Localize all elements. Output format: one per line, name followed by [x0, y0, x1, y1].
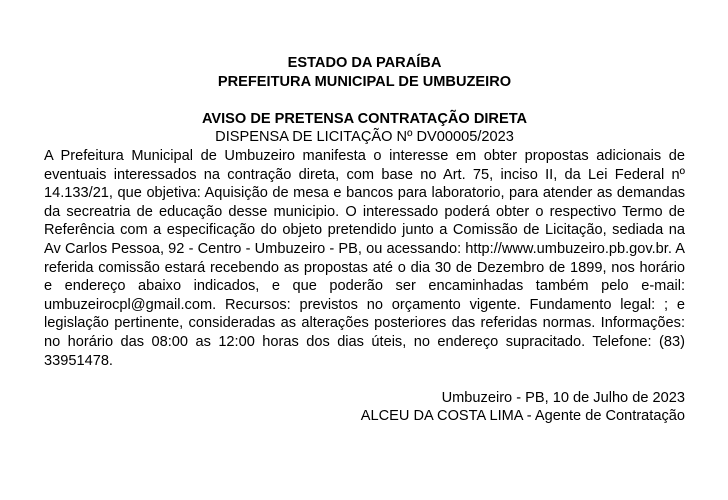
heading-spacer	[44, 91, 685, 110]
notice-body: A Prefeitura Municipal de Umbuzeiro manifesta o interesse em obter propostas adicionais de eventuais interessados na contração direta, com base no Art. 75, inciso II, da Lei Federal nº 14.133/21, que objetiva: Aquisição de mesa e bancos para laboratorio, para atender as demandas da secreatria de educação desse municipio. O interessado poderá obter o respectivo Termo de Referência com a especificação do objeto pretendido junto a Comissão de Licitação, sediada na Av Carlos Pessoa, 92 - Centro - Umbuzeiro - PB, ou acessando: http://www.umbuzeiro.pb.gov.br. A referida comissão estará recebendo as propostas até o dia 30 de Dezembro de 1899, nos horário e endereço abaixo indicados, e que poderão ser encaminhadas também pelo e-mail: umbuzeirocpl@gmail.com. Recursos: previstos no orçamento vigente. Fundamento legal: ; e legislação pertinente, consideradas as alterações posteriores das referidas normas. Informações: no horário das 08:00 as 12:00 horas dos dias úteis, no endereço supracitado. Telefone: (83) 33951478.	[44, 147, 685, 369]
footer-spacer	[44, 370, 685, 389]
notice-subtitle: DISPENSA DE LICITAÇÃO Nº DV00005/2023	[215, 129, 514, 146]
prefecture-heading: PREFEITURA MUNICIPAL DE UMBUZEIRO	[217, 73, 512, 90]
place-date: Umbuzeiro - PB, 10 de Julho de 2023	[441, 389, 685, 406]
signatory: ALCEU DA COSTA LIMA - Agente de Contratação	[360, 408, 685, 425]
state-heading: ESTADO DA PARAÍBA	[287, 55, 442, 71]
notice-title: AVISO DE PRETENSA CONTRATAÇÃO DIRETA	[201, 110, 528, 127]
document	[44, 54, 685, 426]
